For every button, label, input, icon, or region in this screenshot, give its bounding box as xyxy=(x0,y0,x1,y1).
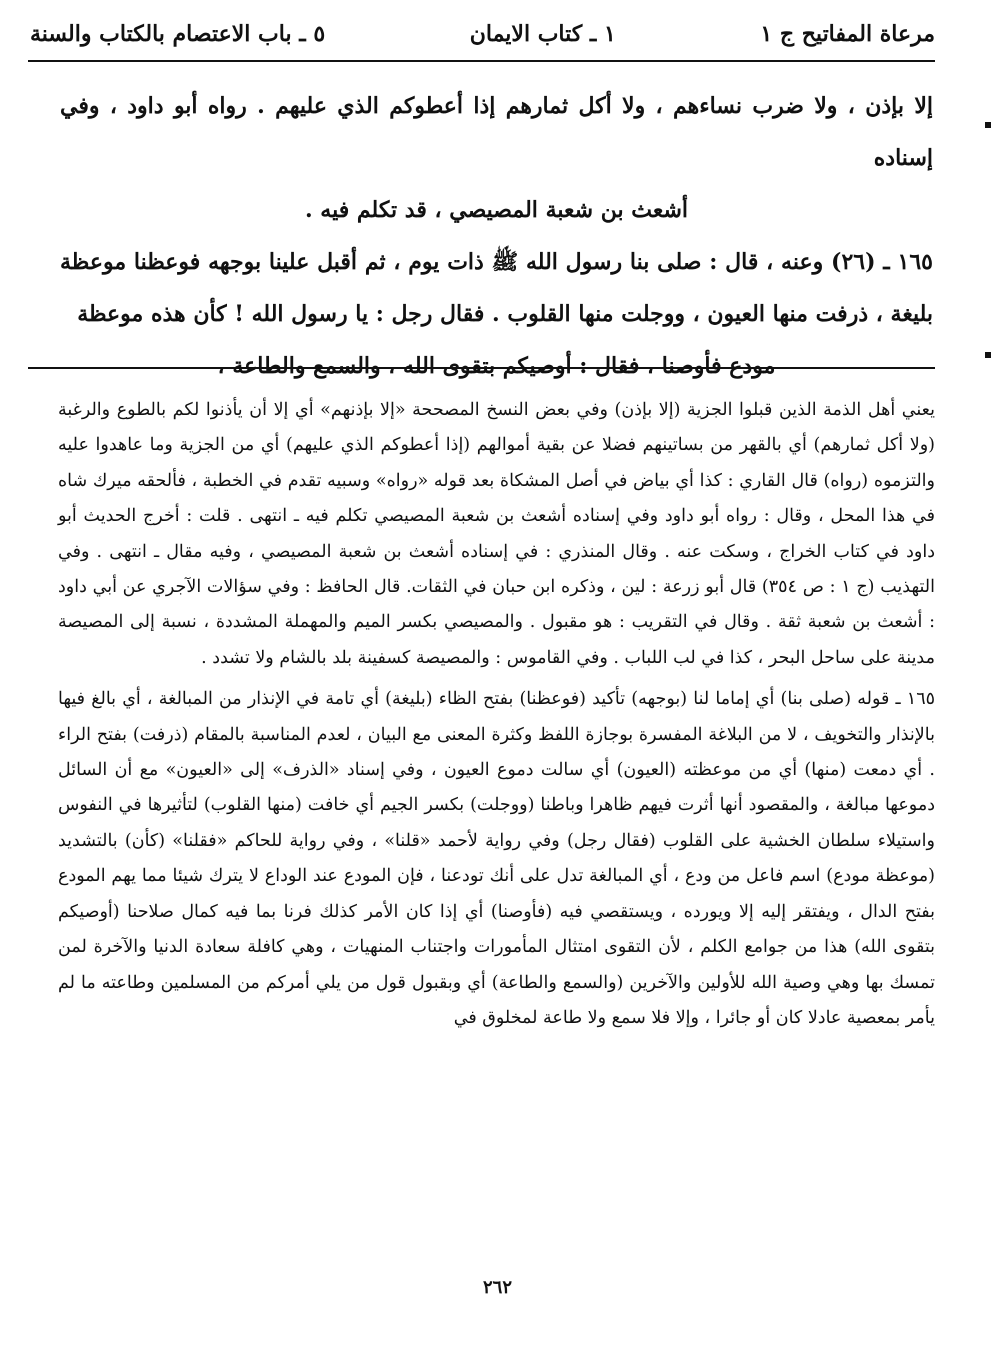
hadith-text xyxy=(60,80,933,392)
hadith-paragraph-2: ١٦٥ ـ (٢٦) وعنه ، قال : صلى بنا رسول الله ﷺ ذات يوم ، ثم أقبل علينا بوجهه فوعظنا موعظة بليغة ، ذرفت منها العيون ، ووجلت منها القلوب . فقال رجل : يا رسول الله ! كأن هذه موعظة xyxy=(60,249,933,327)
margin-mark xyxy=(985,352,991,358)
commentary-text xyxy=(58,393,935,1042)
hadith-paragraph-1: إلا بإذن ، ولا ضرب نساءهم ، ولا أكل ثمارهم إذا أعطوكم الذي عليهم . رواه أبو داود ، وفي إسناده xyxy=(60,93,933,171)
page-number: ٢٦٢ xyxy=(482,1277,512,1298)
header-kitab-title: ١ ـ كتاب الايمان xyxy=(469,21,616,47)
header-rule xyxy=(28,60,935,62)
header-bab-title: ٥ ـ باب الاعتصام بالكتاب والسنة xyxy=(30,21,326,47)
hadith-paragraph-1-end: أشعث بن شعبة المصيصي ، قد تكلم فيه . xyxy=(304,197,689,223)
margin-mark xyxy=(985,122,991,128)
running-header xyxy=(30,14,935,54)
section-divider xyxy=(28,367,935,369)
header-book-title: مرعاة المفاتيح ج ١ xyxy=(760,21,935,47)
hadith-paragraph-2-end: مودع فأوصنا ، فقال : أوصيكم بتقوى الله ، والسمع والطاعة ، xyxy=(217,353,776,379)
commentary-paragraph-2: ١٦٥ ـ قوله (صلى بنا) أي إماما لنا (بوجهه) تأكيد (فوعظنا) بفتح الظاء (بليغة) أي تامة في الإنذار من المبالغة ، أي بالغ فيها بالإنذار والتخويف ، لا من البلاغة المفسرة بوجازة اللفظ وكثرة المعنى مع البيان ، لعدم المناسبة بالمقام (ذرفت) بفتح الراء . أي دمعت (منها) أي من موعظته (العيون) أي سالت دموع العيون ، وفي إسناد «الذرف» إلى «العيون» مع أن السائل دموعها مبالغة ، والمقصود أنها أثرت فيهم ظاهرا وباطنا (ووجلت) بكسر الجيم أي خافت (منها القلوب) لتأثيرها في النفوس واستيلاء سلطان الخشية على القلوب (فقال رجل) وفي رواية لأحمد «قلنا» ، وفي رواية للحاكم «فقلنا» (كأن) بالتشديد (موعظة مودع) اسم فاعل من ودع ، أي المبالغة تدل على أنك تودعنا ، فإن المودع عند الوداع لا يترك شيئا مما يهم المودع بفتح الدال ، ويفتقر إليه إلا ويورده ، ويستقصي فيه (فأوصنا) أي إذا كان الأمر كذلك فرنا بما فيه كمال صلاحنا (أوصيكم بتقوى الله) هذا من جوامع الكلم ، لأن التقوى امتثال المأمورات واجتناب المنهيات ، وهي كافلة سعادة الدنيا والآخرة لمن تمسك بها وهي وصية الله للأولين والآخرين (والسمع والطاعة) أي وبقبول قول من يلي أمركم من المسلمين وطاعته ما لم يأمر بمعصية عادلا كان أو جائرا ، وإلا فلا سمع ولا طاعة لمخلوق في xyxy=(58,689,935,1028)
commentary-paragraph-1: يعني أهل الذمة الذين قبلوا الجزية (إلا بإذن) وفي بعض النسخ المصححة «إلا بإذنهم» أي إلا أن يأذنوا لكم بالطوع والرغبة (ولا أكل ثمارهم) أي بالقهر من بساتينهم فضلا عن بقية أموالهم (إذا أعطوكم الذي عليهم) أي من الجزية وما عاهدوا عليه والتزموه (رواه) قال القاري : كذا أي بياض في أصل المشكاة بعد قوله «رواه» وسبيه تقدم في الخطبة ، فألحقه ميرك شاه في هذا المحل ، وقال : رواه أبو داود وفي إسناده أشعث بن شعبة المصيصي تكلم فيه ـ انتهى . قلت : أخرج الحديث أبو داود في كتاب الخراج ، وسكت عنه . وقال المنذري : في إسناده أشعث بن شعبة المصيصي ، وفيه مقال ـ انتهى . وفي التهذيب (ج ١ : ص ٣٥٤) قال أبو زرعة : لين ، وذكره ابن حبان في الثقات. قال الحافظ : وفي سؤالات الآجري عن أبي داود : أشعث بن شعبة ثقة . وقال في التقريب : هو مقبول . والمصيصي بكسر الميم والمهملة المشددة ، نسبة إلى المصيصة مدينة على ساحل البحر ، كذا في لب اللباب . وفي القاموس : والمصيصة كسفينة بلد بالشام ولا تشدد . xyxy=(58,400,935,668)
